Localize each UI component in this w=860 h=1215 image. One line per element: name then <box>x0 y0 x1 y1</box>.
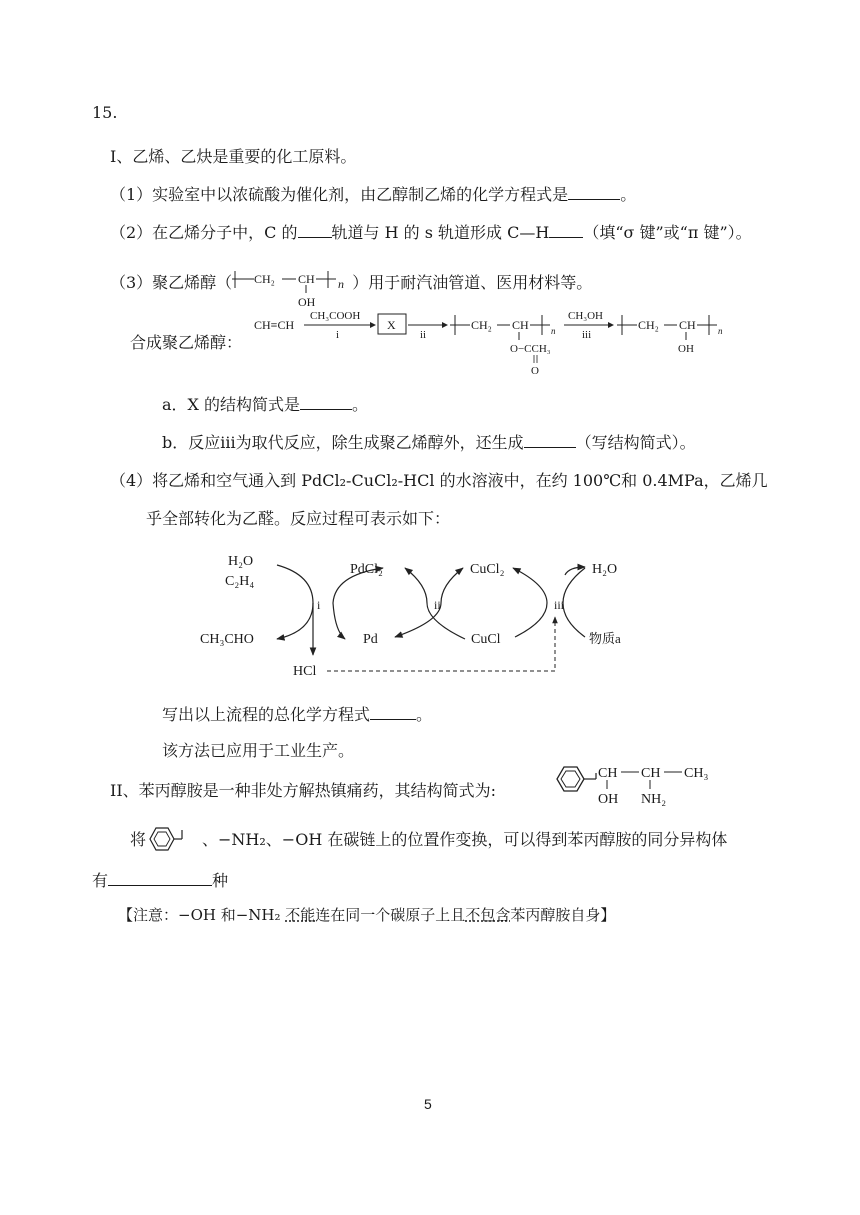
pva-ch: CH <box>298 272 315 286</box>
cycle-step-i: i <box>317 598 321 612</box>
synthesis-route <box>252 307 732 377</box>
page-number: 5 <box>424 1096 432 1112</box>
pva-n: n <box>338 277 345 291</box>
syn-step-iii: iii <box>582 329 592 341</box>
q2-text-a: （2）在乙烯分子中，C 的 <box>110 223 298 242</box>
cycle-pd: Pd <box>363 632 378 647</box>
pva-oh: OH <box>298 295 316 309</box>
q2-line <box>110 222 752 244</box>
syn-ester: O−CCH₃ <box>510 343 551 355</box>
syn-ethyne: CH≡CH <box>254 318 295 332</box>
part2-intro: II、苯丙醇胺是一种非处方解热镇痛药，其结构简式为: <box>110 781 497 800</box>
q3b-answer-blank[interactable] <box>524 433 576 448</box>
q4-line2: 乎全部转化为乙醛。反应过程可表示如下： <box>146 509 451 528</box>
part1-intro: I、乙烯、乙炔是重要的化工原料。 <box>110 147 357 166</box>
note-emph-2: 不包含 <box>465 906 511 924</box>
phenyl-group-icon <box>146 826 202 852</box>
note-mid: 连在同一个碳原子上且 <box>315 906 466 924</box>
isomer-count-blank[interactable] <box>108 871 212 886</box>
cycle-ch3cho: CH₃CHO <box>200 632 254 647</box>
q3b-end: （写结构简式）。 <box>575 433 696 452</box>
syn-n: n <box>551 326 556 336</box>
ppa-ch-2: CH <box>641 766 661 781</box>
syn-product-oh: OH <box>678 343 694 355</box>
ppa-structure <box>550 760 730 810</box>
q4-line1: （4）将乙烯和空气通入到 PdCl₂-CuCl₂-HCl 的水溶液中，在约 100℃和 0.4MPa，乙烯几 <box>110 471 768 490</box>
part2-note <box>118 904 615 926</box>
q4-write-end: 。 <box>416 705 433 724</box>
syn-reagent-1: CH₃COOH <box>310 310 361 322</box>
q2-orbital-blank[interactable] <box>298 223 332 238</box>
q3a-text: a．X 的结构简式是 <box>162 395 301 414</box>
part2-count-line <box>92 870 228 892</box>
synthesis-label: 合成聚乙烯醇： <box>130 333 243 352</box>
q3a-end: 。 <box>352 395 369 414</box>
q2-bond-blank[interactable] <box>549 223 583 238</box>
syn-step-i: i <box>336 329 340 341</box>
syn-ester-o: O <box>531 365 539 377</box>
q3-text-a: （3）聚乙烯醇（ <box>110 273 233 292</box>
cycle-cucl: CuCl <box>471 632 501 647</box>
q2-text-b: 轨道与 H 的 s 轨道形成 C—H <box>331 223 550 242</box>
syn-step-ii: ii <box>420 329 427 341</box>
ppa-ch3: CH₃ <box>684 766 709 781</box>
catalytic-cycle-diagram <box>195 545 645 685</box>
q3a-answer-blank[interactable] <box>300 395 352 410</box>
cycle-hcl: HCl <box>293 664 317 679</box>
swap-text: 、−NH₂、−OH 在碳链上的位置作变换，可以得到苯丙醇胺的同分异构体 <box>202 830 728 849</box>
syn-product-ch: CH <box>679 318 696 332</box>
note-emph-1: 不能 <box>285 906 316 924</box>
cycle-cucl2: CuCl₂ <box>470 562 505 577</box>
syn-reagent-3: CH₃OH <box>568 310 604 322</box>
cycle-h2o-in: H₂O <box>228 554 254 569</box>
q4-write-line <box>162 704 432 726</box>
count-prefix: 有 <box>92 871 109 890</box>
q3a-line <box>162 394 368 416</box>
cycle-step-iii: iii <box>554 598 565 612</box>
q1-text: （1）实验室中以浓硫酸为催化剂，由乙醇制乙烯的化学方程式是 <box>110 185 569 204</box>
q3-text-b: ）用于耐汽油管道、医用材料等。 <box>352 273 593 292</box>
note-open: 【注意：−OH 和−NH₂ <box>118 906 286 924</box>
syn-x: X <box>387 318 396 332</box>
ppa-oh: OH <box>598 792 619 807</box>
pva-structure <box>232 266 352 310</box>
q3-line <box>110 266 592 310</box>
q1-answer-blank[interactable] <box>568 185 620 200</box>
q1-line <box>110 184 636 206</box>
cycle-substance-a: 物质a <box>589 631 621 646</box>
q4-industry: 该方法已应用于工业生产。 <box>162 741 355 760</box>
swap-prefix: 将 <box>130 830 147 849</box>
q3b-line <box>162 432 696 454</box>
cycle-step-ii: ii <box>434 598 441 612</box>
ppa-nh2: NH₂ <box>641 792 667 807</box>
syn-product-n: n <box>718 326 723 336</box>
q4-answer-blank[interactable] <box>370 705 416 720</box>
syn-ch2: CH₂ <box>471 318 492 332</box>
cycle-c2h4: C₂H₄ <box>225 574 255 589</box>
question-number: 15. <box>92 103 118 122</box>
cycle-pdcl2: PdCl₂ <box>350 562 383 577</box>
syn-product-ch2: CH₂ <box>638 318 659 332</box>
cycle-h2o-out: H₂O <box>592 562 618 577</box>
ppa-ch-1: CH <box>598 766 618 781</box>
q2-text-c: （填“σ 键”或“π 键”）。 <box>583 223 752 242</box>
note-close: 苯丙醇胺自身】 <box>510 906 616 924</box>
pva-ch2: CH₂ <box>254 272 276 286</box>
part2-swap-line <box>130 826 727 852</box>
q4-write-text: 写出以上流程的总化学方程式 <box>162 705 371 724</box>
q3b-text: b．反应iii为取代反应，除生成聚乙烯醇外，还生成 <box>162 433 524 452</box>
count-suffix: 种 <box>212 871 229 890</box>
syn-ch: CH <box>512 318 529 332</box>
q1-end: 。 <box>620 185 637 204</box>
